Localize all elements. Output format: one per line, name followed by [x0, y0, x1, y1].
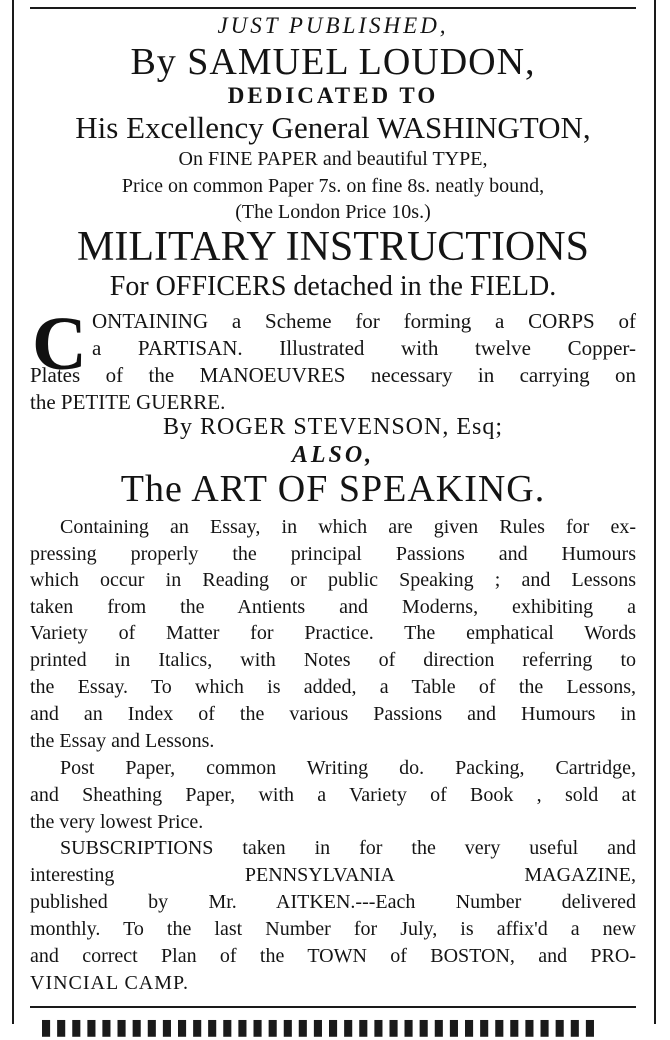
london-price-line: (The London Price 10s.): [235, 201, 431, 223]
subscriptions-line-4: monthly. To the last Number for July, is affix'd a new: [30, 918, 636, 940]
next-advertisement-cutoff: ▮▮▮▮▮▮▮▮▮▮▮▮▮▮▮▮▮▮▮▮▮▮▮▮▮▮▮▮▮▮▮▮▮▮▮▮▮: [40, 1014, 599, 1039]
book-title-military-instructions: MILITARY INSTRUCTIONS: [77, 224, 589, 270]
book-title-art-of-speaking: The ART OF SPEAKING.: [120, 468, 546, 510]
book1-desc-line-3: Plates of the MANOEUVRES necessary in carrying on: [30, 363, 636, 387]
just-published-heading: JUST PUBLISHED,: [217, 13, 449, 38]
book2-line-6: printed in Italics, with Notes of direction referring to: [30, 649, 636, 671]
subscriptions-line-1: SUBSCRIPTIONS taken in for the very useful and: [60, 837, 636, 859]
price-line: Price on common Paper 7s. on fine 8s. neatly bound,: [121, 175, 545, 197]
book1-author: By ROGER STEVENSON, Esq;: [162, 414, 504, 440]
book1-desc-line-1: ONTAINING a Scheme for forming a CORPS of: [92, 309, 636, 333]
book2-line-2: pressing properly the principal Passions and Humours: [30, 543, 636, 565]
publisher-line: By SAMUEL LOUDON,: [130, 41, 536, 83]
top-rule: [30, 7, 636, 9]
dedicatee-line: His Excellency General WASHINGTON,: [75, 110, 591, 145]
dedicated-to-line: DEDICATED TO: [227, 83, 439, 108]
paper-type-line: On FINE PAPER and beautiful TYPE,: [178, 148, 488, 170]
stationery-line-3: the very lowest Price.: [30, 811, 204, 833]
drop-cap: C: [32, 302, 87, 386]
right-border: [654, 0, 656, 1024]
book2-line-3: which occur in Reading or public Speaking ; and Lessons: [30, 569, 636, 591]
left-border: [12, 0, 14, 1024]
book2-line-9: the Essay and Lessons.: [30, 730, 215, 752]
book2-line-4: taken from the Antients and Moderns, exhibiting a: [30, 596, 636, 618]
stationery-line-1: Post Paper, common Writing do. Packing, Cartridge,: [60, 757, 636, 779]
book2-line-1: Containing an Essay, in which are given Rules for ex-: [60, 516, 636, 538]
subscriptions-line-3: published by Mr. AITKEN.---Each Number delivered: [30, 891, 636, 913]
subscriptions-line-6: VINCIAL CAMP.: [30, 972, 189, 994]
subscriptions-line-5: and correct Plan of the TOWN of BOSTON, and PRO-: [30, 945, 636, 967]
subscriptions-line-2: interesting PENNSYLVANIA MAGAZINE,: [30, 864, 636, 886]
book2-line-7: the Essay. To which is added, a Table of the Lessons,: [30, 676, 636, 698]
bottom-rule: [30, 1006, 636, 1008]
stationery-line-2: and Sheathing Paper, with a Variety of Book , sold at: [30, 784, 636, 806]
book1-desc-line-2: a PARTISAN. Illustrated with twelve Copper-: [92, 336, 636, 360]
book1-desc-line-4: the PETITE GUERRE.: [30, 390, 226, 414]
also-line: ALSO,: [291, 442, 375, 468]
book2-line-5: Variety of Matter for Practice. The emphatical Words: [30, 622, 636, 644]
book-subtitle: For OFFICERS detached in the FIELD.: [109, 271, 557, 302]
book2-line-8: and an Index of the various Passions and Humours in: [30, 703, 636, 725]
